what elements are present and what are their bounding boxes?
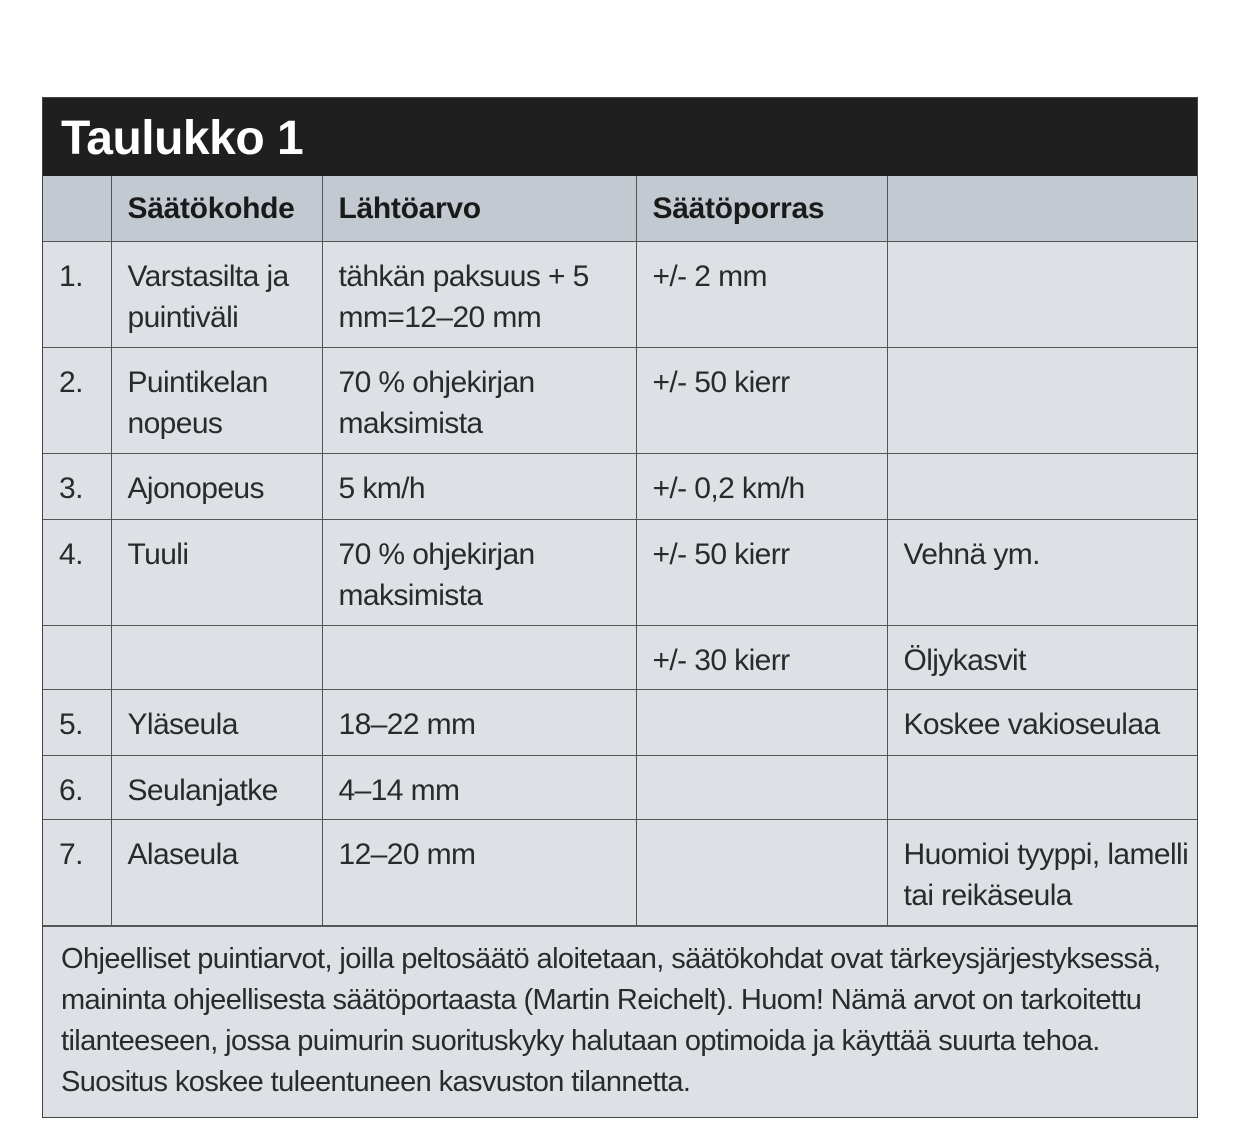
table-cell: 6. — [43, 755, 111, 819]
table-cell: +/- 50 kierr — [636, 347, 887, 453]
table-cell: Vehnä ym. — [887, 519, 1197, 625]
header-cell-start-value: Lähtöarvo — [322, 176, 636, 241]
title-bar — [43, 98, 1197, 176]
table-cell — [43, 625, 111, 689]
table-cell: +/- 30 kierr — [636, 625, 887, 689]
table-row — [43, 625, 1197, 689]
table-cell: Yläseula — [111, 689, 322, 755]
header-cell-step: Säätöporras — [636, 176, 887, 241]
table-cell — [636, 819, 887, 925]
table-cell: 3. — [43, 453, 111, 519]
table-row — [43, 519, 1197, 625]
table-cell: 1. — [43, 241, 111, 347]
table-footnote: Ohjeelliset puintiarvot, joilla peltosäätö aloitetaan, säätökohdat ovat tärkeysjärjestyksessä, maininta ohjeellisesta säätöportaasta (Martin Reichelt). Huom! Nämä arvot on tarkoitettu tilanteeseen, jossa puimurin suorituskyky halutaan optimoida ja käyttää suurta tehoa. Suositus koskee tuleentuneen kasvuston tilannetta. — [43, 926, 1197, 1117]
table-cell: Koskee vakioseulaa — [887, 689, 1197, 755]
table-cell — [887, 241, 1197, 347]
table-cell: 5 km/h — [322, 453, 636, 519]
table-cell: +/- 0,2 km/h — [636, 453, 887, 519]
table-cell: 4. — [43, 519, 111, 625]
table-cell: Huomioi tyyppi, lamelli tai reikäseula — [887, 819, 1197, 925]
table-panel — [42, 97, 1198, 1118]
table-row — [43, 241, 1197, 347]
table-cell: +/- 2 mm — [636, 241, 887, 347]
table-title: Taulukko 1 — [61, 112, 304, 165]
table-row — [43, 755, 1197, 819]
table-row — [43, 689, 1197, 755]
table-cell: 4–14 mm — [322, 755, 636, 819]
table-cell: 18–22 mm — [322, 689, 636, 755]
table-header-row — [43, 176, 1197, 241]
table-cell: 5. — [43, 689, 111, 755]
table-cell: +/- 50 kierr — [636, 519, 887, 625]
table-row — [43, 347, 1197, 453]
table-cell: 7. — [43, 819, 111, 925]
table-cell: 2. — [43, 347, 111, 453]
table-cell: Tuuli — [111, 519, 322, 625]
table-cell — [322, 625, 636, 689]
table-cell — [887, 755, 1197, 819]
table-cell — [636, 755, 887, 819]
table-cell: Ajonopeus — [111, 453, 322, 519]
table-row — [43, 453, 1197, 519]
header-cell-note — [887, 176, 1197, 241]
table-cell: 70 % ohjekirjan maksimista — [322, 519, 636, 625]
table-cell: Seulanjatke — [111, 755, 322, 819]
header-cell-number — [43, 176, 111, 241]
table-row — [43, 819, 1197, 925]
table-cell — [636, 689, 887, 755]
table-cell: tähkän paksuus + 5 mm=12–20 mm — [322, 241, 636, 347]
table-cell: Varstasilta ja puintiväli — [111, 241, 322, 347]
settings-table — [43, 176, 1197, 926]
table-cell: Alaseula — [111, 819, 322, 925]
table-cell: Öljykasvit — [887, 625, 1197, 689]
table-cell — [111, 625, 322, 689]
table-cell: 70 % ohjekirjan maksimista — [322, 347, 636, 453]
header-cell-target: Säätökohde — [111, 176, 322, 241]
table-cell — [887, 453, 1197, 519]
table-cell: 12–20 mm — [322, 819, 636, 925]
table-cell: Puintikelan nopeus — [111, 347, 322, 453]
table-cell — [887, 347, 1197, 453]
